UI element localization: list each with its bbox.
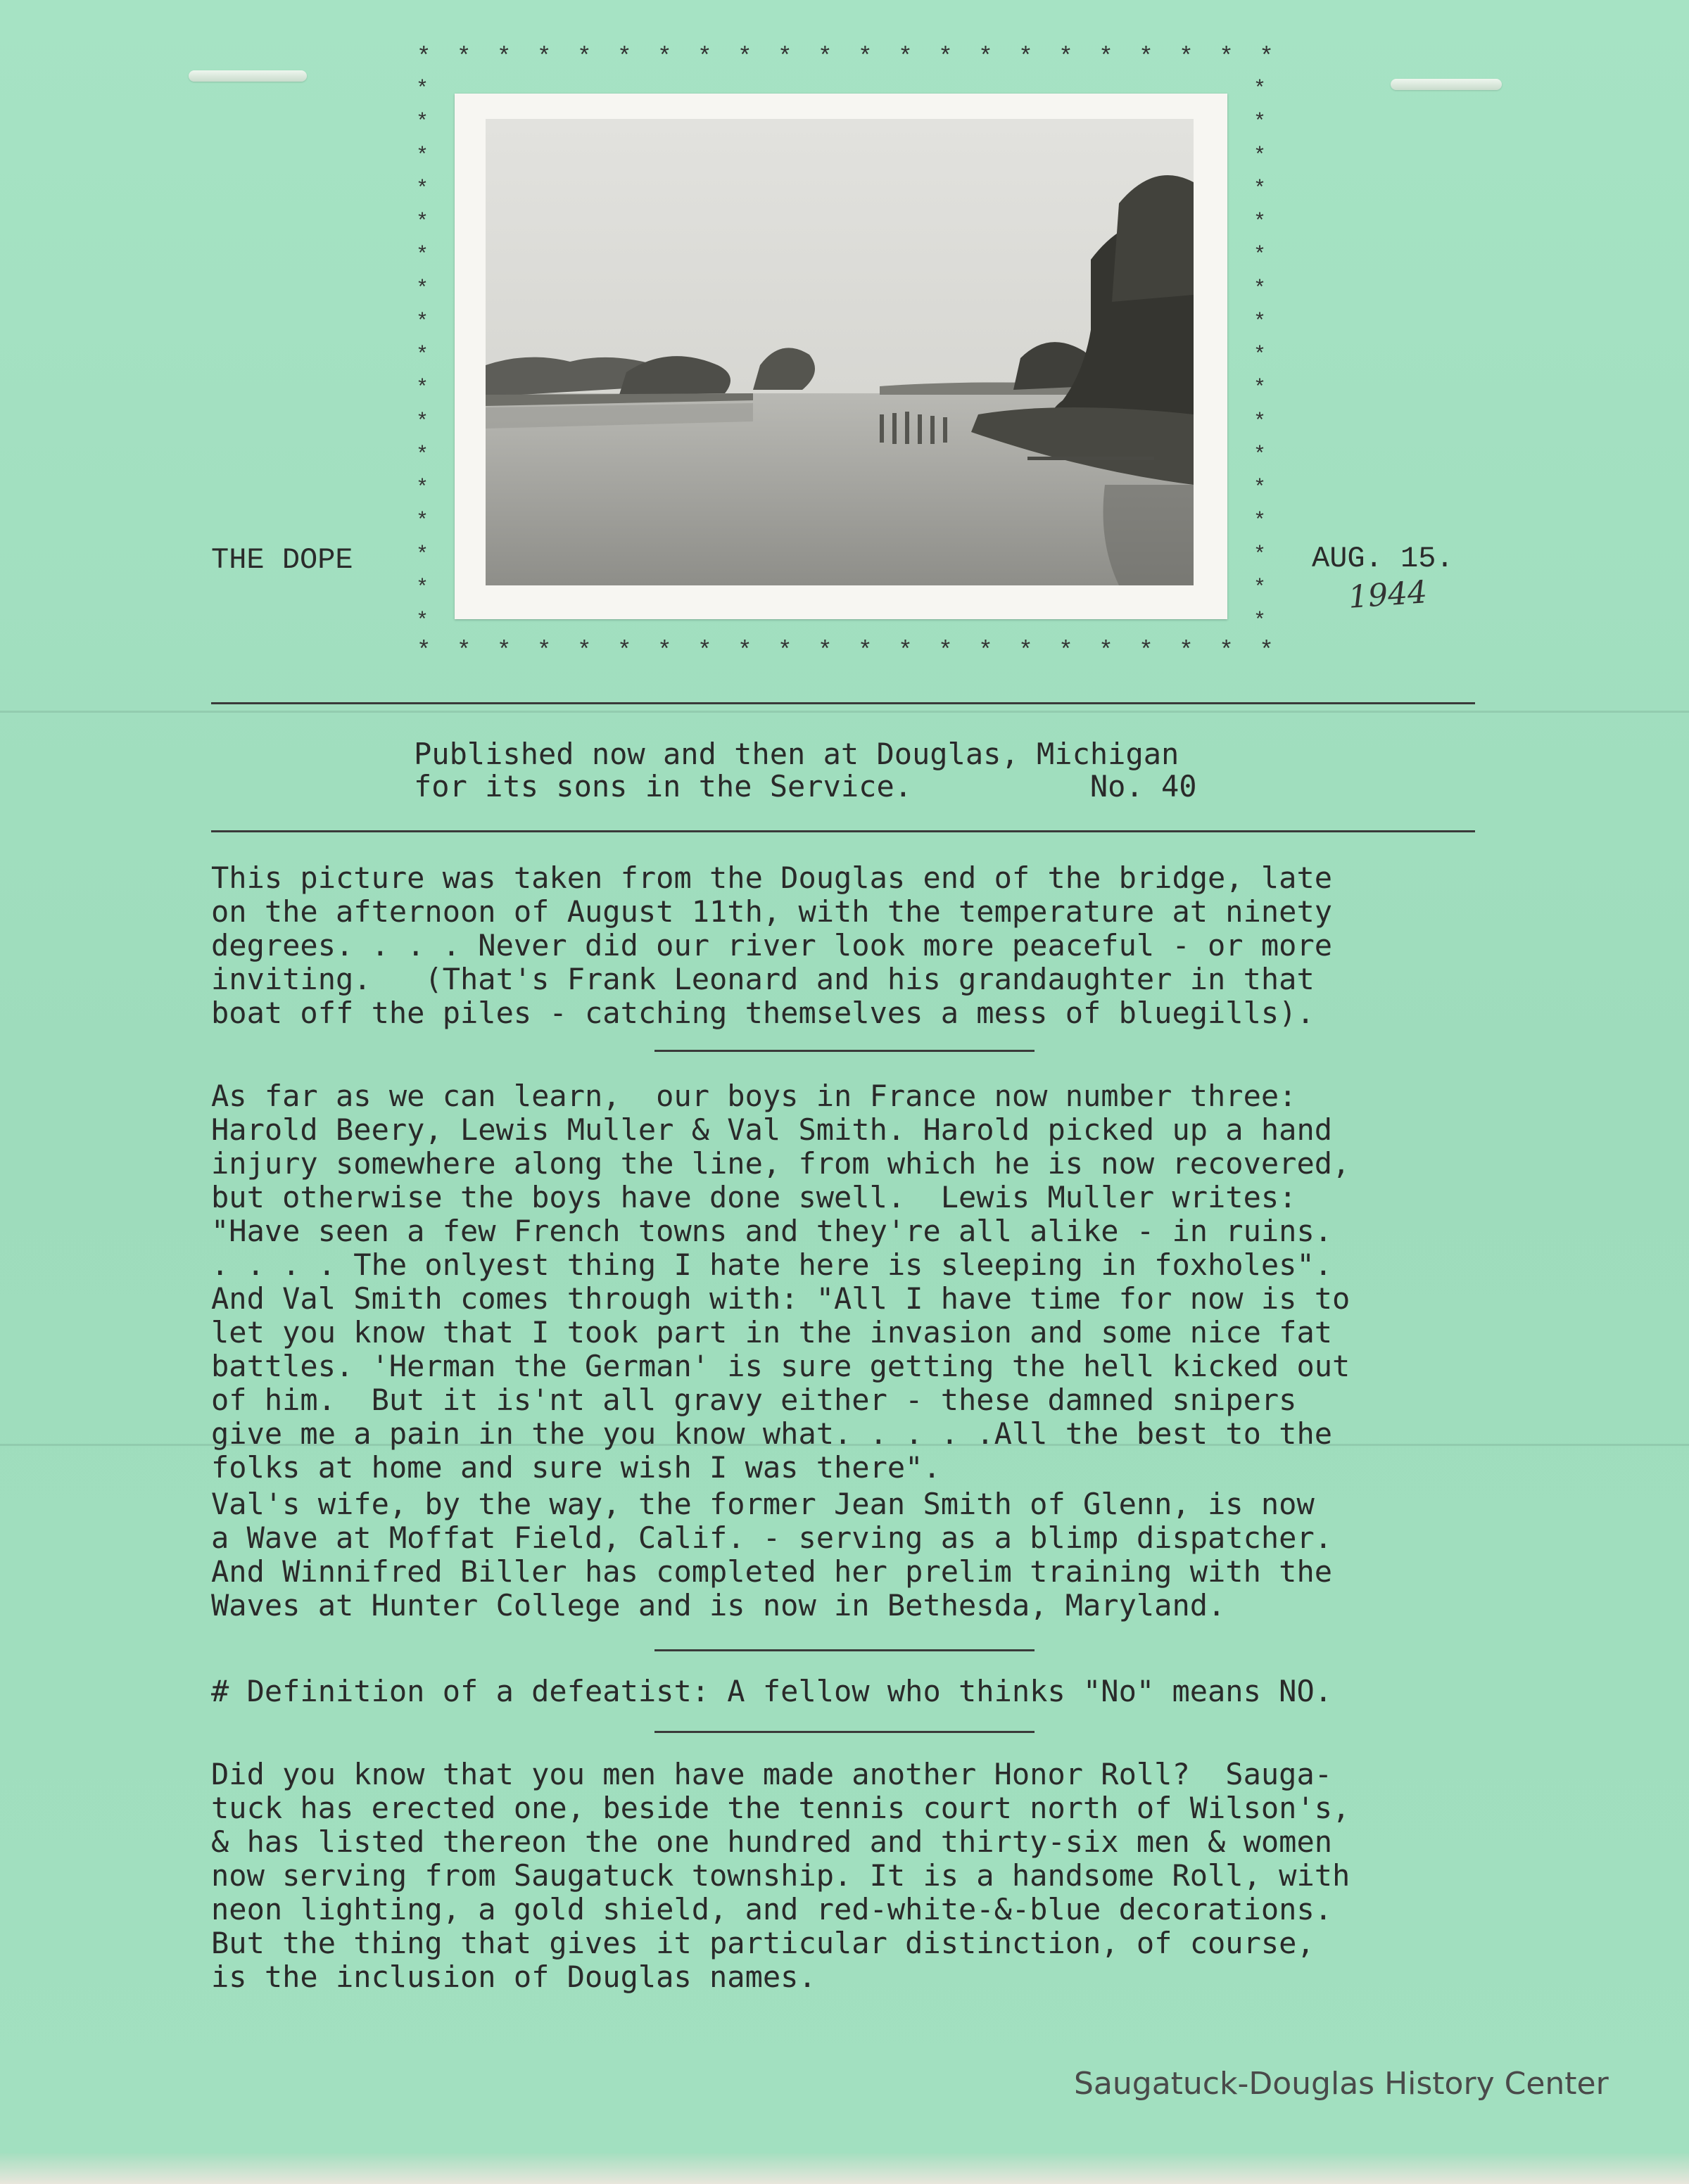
border-asterisk: *: [1058, 638, 1073, 665]
border-asterisk: *: [697, 638, 712, 665]
paragraph-photo-caption: This picture was taken from the Douglas end of the bridge, late on the afternoon of August 11th, with the temperature at ninety degrees. . . . Never did our river look more peaceful - or more inviting. (That's Frank Leonard and his grandaughter in that boat off the piles - catching themselves a mess of bluegills).: [211, 861, 1333, 1030]
border-asterisk: *: [1219, 638, 1234, 665]
border-asterisk: *: [1058, 44, 1073, 71]
border-asterisk: *: [1179, 44, 1194, 71]
border-asterisk: *: [778, 638, 792, 665]
border-asterisk: *: [415, 509, 429, 534]
border-asterisk: *: [1253, 376, 1266, 401]
staple-left: [189, 70, 307, 82]
border-asterisk: *: [738, 638, 752, 665]
border-asterisk: *: [497, 44, 512, 71]
border-asterisk: *: [1259, 44, 1274, 71]
asterisk-border-bottom: [417, 637, 1274, 666]
border-asterisk: *: [1253, 410, 1266, 434]
divider-rule: [211, 702, 1475, 704]
border-asterisk: *: [858, 638, 873, 665]
photo-mount: [455, 94, 1227, 619]
border-asterisk: *: [938, 44, 953, 71]
paragraph-waves: Val's wife, by the way, the former Jean Smith of Glenn, is now a Wave at Moffat Field, Calif. - serving as a blimp dispatcher. And Winnifred Biller has completed her prelim training with the Waves at Hunter College and is now in Bethesda, Maryland.: [211, 1487, 1333, 1623]
divider-rule: [211, 830, 1475, 832]
border-asterisk: *: [978, 44, 993, 71]
asterisk-border-left: [410, 79, 435, 632]
border-asterisk: *: [697, 44, 712, 71]
paper-fold: [0, 711, 1689, 713]
paragraph-defeatist: # Definition of a defeatist: A fellow who thinks "No" means NO.: [211, 1674, 1333, 1708]
newsletter-title: THE DOPE: [211, 543, 353, 577]
handwritten-year: 1944: [1347, 574, 1429, 616]
border-asterisk: *: [1018, 44, 1033, 71]
border-asterisk: *: [1253, 277, 1266, 301]
border-asterisk: *: [1253, 576, 1266, 600]
section-divider: [654, 1731, 1035, 1733]
border-asterisk: *: [415, 443, 429, 467]
border-asterisk: *: [415, 310, 429, 334]
border-asterisk: *: [417, 638, 431, 665]
border-asterisk: *: [1253, 343, 1266, 367]
border-asterisk: *: [1253, 243, 1266, 268]
border-asterisk: *: [1253, 476, 1266, 500]
border-asterisk: *: [415, 376, 429, 401]
staple-right: [1391, 79, 1502, 90]
border-asterisk: *: [1253, 144, 1266, 168]
border-asterisk: *: [1253, 509, 1266, 534]
border-asterisk: *: [415, 243, 429, 268]
border-asterisk: *: [617, 638, 632, 665]
border-asterisk: *: [415, 77, 429, 101]
border-asterisk: *: [415, 110, 429, 135]
border-asterisk: *: [657, 638, 672, 665]
issue-date: AUG. 15.: [1312, 542, 1454, 576]
border-asterisk: *: [978, 638, 993, 665]
border-asterisk: *: [457, 638, 472, 665]
asterisk-border-right: [1247, 79, 1272, 632]
border-asterisk: *: [415, 609, 429, 633]
archive-credit: Saugatuck-Douglas History Center: [1074, 2066, 1609, 2102]
border-asterisk: *: [537, 638, 552, 665]
border-asterisk: *: [415, 476, 429, 500]
border-asterisk: *: [1139, 44, 1153, 71]
border-asterisk: *: [537, 44, 552, 71]
border-asterisk: *: [1259, 638, 1274, 665]
border-asterisk: *: [415, 542, 429, 567]
subhead-line-1: Published now and then at Douglas, Michigan: [414, 737, 1179, 771]
border-asterisk: *: [457, 44, 472, 71]
border-asterisk: *: [415, 177, 429, 201]
border-asterisk: *: [1253, 110, 1266, 135]
border-asterisk: *: [497, 638, 512, 665]
border-asterisk: *: [818, 638, 833, 665]
border-asterisk: *: [738, 44, 752, 71]
border-asterisk: *: [1253, 443, 1266, 467]
border-asterisk: *: [1253, 542, 1266, 567]
section-divider: [654, 1649, 1035, 1651]
border-asterisk: *: [1253, 177, 1266, 201]
border-asterisk: *: [415, 343, 429, 367]
border-asterisk: *: [415, 277, 429, 301]
border-asterisk: *: [938, 638, 953, 665]
border-asterisk: *: [657, 44, 672, 71]
paragraph-boys-in-france: As far as we can learn, our boys in France now number three: Harold Beery, Lewis Muller & Val Smith. Harold picked up a hand injury somewhere along the line, from which he is now recovered, but otherwise the boys have done swell. Lewis Muller writes: "Have seen a few French towns and they're all alike - in ruins. . . . . The onlyest thing I hate here is sleeping in foxholes". And Val Smith comes through with: "All I have time for now is to let you know that I took part in the invasion and some nice fat battles. 'Herman the German' is sure getting the hell kicked out of him. But it is'nt all gravy either - these damned snipers give me a pain in the you know what. . . . .All the best to the folks at home and sure wish I was there".: [211, 1079, 1350, 1485]
river-landscape-photo: [486, 119, 1194, 585]
border-asterisk: *: [1139, 638, 1153, 665]
border-asterisk: *: [858, 44, 873, 71]
paper-bottom-edge: [0, 2153, 1689, 2184]
border-asterisk: *: [415, 576, 429, 600]
border-asterisk: *: [778, 44, 792, 71]
border-asterisk: *: [415, 144, 429, 168]
border-asterisk: *: [1253, 609, 1266, 633]
border-asterisk: *: [898, 638, 913, 665]
border-asterisk: *: [415, 410, 429, 434]
border-asterisk: *: [617, 44, 632, 71]
paragraph-honor-roll: Did you know that you men have made another Honor Roll? Sauga- tuck has erected one, beside the tennis court north of Wilson's, & has listed thereon the one hundred and thirty-six men & women now serving from Saugatuck township. It is a handsome Roll, with neon lighting, a gold shield, and red-white-&-blue decorations. But the thing that gives it particular distinction, of course, is the inclusion of Douglas names.: [211, 1757, 1350, 1994]
subhead-line-2: for its sons in the Service. No. 40: [414, 769, 1197, 804]
border-asterisk: *: [1253, 210, 1266, 234]
border-asterisk: *: [818, 44, 833, 71]
border-asterisk: *: [1219, 44, 1234, 71]
border-asterisk: *: [1018, 638, 1033, 665]
border-asterisk: *: [1179, 638, 1194, 665]
border-asterisk: *: [1099, 638, 1113, 665]
border-asterisk: *: [577, 638, 592, 665]
section-divider: [654, 1050, 1035, 1052]
border-asterisk: *: [1253, 77, 1266, 101]
border-asterisk: *: [898, 44, 913, 71]
border-asterisk: *: [1253, 310, 1266, 334]
border-asterisk: *: [417, 44, 431, 71]
border-asterisk: *: [415, 210, 429, 234]
border-asterisk: *: [577, 44, 592, 71]
asterisk-border-top: [417, 44, 1274, 72]
border-asterisk: *: [1099, 44, 1113, 71]
